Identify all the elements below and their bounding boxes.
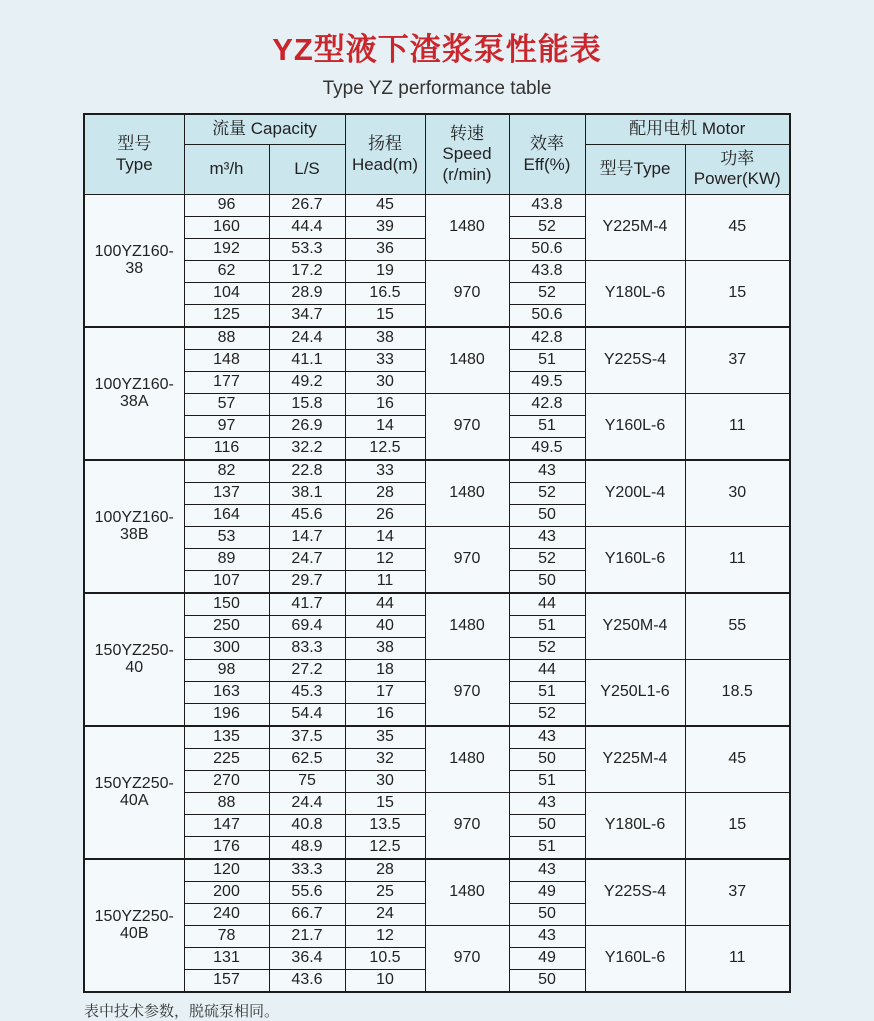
motor-type-cell: Y160L-6 [585, 394, 685, 461]
capacity-m3h-cell: 82 [184, 460, 269, 483]
head-cell: 39 [345, 217, 425, 239]
eff-cell: 42.8 [509, 327, 585, 350]
eff-cell: 42.8 [509, 394, 585, 416]
head-cell: 28 [345, 859, 425, 882]
capacity-m3h-cell: 177 [184, 372, 269, 394]
capacity-m3h-cell: 88 [184, 327, 269, 350]
header-speed-unit: (r/min) [442, 164, 492, 184]
head-cell: 12 [345, 549, 425, 571]
motor-type-cell: Y225S-4 [585, 859, 685, 926]
header-model-en: Type [115, 154, 153, 174]
header-motor-type: 型号Type [585, 144, 685, 194]
head-cell: 44 [345, 593, 425, 616]
capacity-ls-cell: 54.4 [269, 704, 345, 727]
eff-cell: 43 [509, 726, 585, 749]
speed-cell: 970 [425, 660, 509, 727]
capacity-m3h-cell: 240 [184, 904, 269, 926]
motor-power-cell: 37 [685, 859, 790, 926]
head-cell: 16.5 [345, 283, 425, 305]
motor-type-cell: Y180L-6 [585, 261, 685, 328]
header-head-en: Head(m) [351, 154, 419, 174]
capacity-m3h-cell: 104 [184, 283, 269, 305]
page-title: YZ型液下渣浆泵性能表 [272, 32, 602, 67]
capacity-m3h-cell: 97 [184, 416, 269, 438]
capacity-ls-cell: 36.4 [269, 948, 345, 970]
capacity-m3h-cell: 135 [184, 726, 269, 749]
head-cell: 10.5 [345, 948, 425, 970]
capacity-ls-cell: 24.4 [269, 793, 345, 815]
head-cell: 28 [345, 483, 425, 505]
performance-table [83, 113, 791, 993]
capacity-ls-cell: 69.4 [269, 616, 345, 638]
table-row [84, 660, 790, 682]
motor-power-cell: 45 [685, 726, 790, 793]
head-cell: 13.5 [345, 815, 425, 837]
head-cell: 12.5 [345, 837, 425, 860]
capacity-m3h-cell: 163 [184, 682, 269, 704]
head-cell: 14 [345, 416, 425, 438]
capacity-m3h-cell: 131 [184, 948, 269, 970]
eff-cell: 50 [509, 970, 585, 993]
footnote: 表中技术参数，脱硫泵相同。 [84, 1003, 280, 1021]
capacity-ls-cell: 28.9 [269, 283, 345, 305]
motor-type-cell: Y250M-4 [585, 593, 685, 660]
motor-type-cell: Y225S-4 [585, 327, 685, 394]
eff-cell: 50 [509, 815, 585, 837]
capacity-m3h-cell: 192 [184, 239, 269, 261]
head-cell: 19 [345, 261, 425, 283]
head-cell: 14 [345, 527, 425, 549]
table-row [84, 726, 790, 749]
capacity-ls-cell: 34.7 [269, 305, 345, 328]
capacity-m3h-cell: 270 [184, 771, 269, 793]
eff-cell: 43.8 [509, 261, 585, 283]
speed-cell: 970 [425, 261, 509, 328]
table-row [84, 527, 790, 549]
capacity-ls-cell: 14.7 [269, 527, 345, 549]
motor-type-cell: Y225M-4 [585, 195, 685, 261]
table-row [84, 261, 790, 283]
head-cell: 30 [345, 372, 425, 394]
motor-power-cell: 11 [685, 394, 790, 461]
capacity-m3h-cell: 200 [184, 882, 269, 904]
motor-power-cell: 11 [685, 926, 790, 993]
eff-cell: 52 [509, 217, 585, 239]
capacity-m3h-cell: 53 [184, 527, 269, 549]
header-head [345, 114, 425, 195]
head-cell: 15 [345, 793, 425, 815]
speed-cell: 970 [425, 926, 509, 993]
speed-cell: 970 [425, 527, 509, 594]
page-subtitle: Type YZ performance table [322, 78, 552, 99]
model-name-cell: 100YZ160-38B [84, 460, 184, 593]
head-cell: 17 [345, 682, 425, 704]
capacity-ls-cell: 29.7 [269, 571, 345, 594]
capacity-ls-cell: 45.6 [269, 505, 345, 527]
eff-cell: 52 [509, 704, 585, 727]
head-cell: 30 [345, 771, 425, 793]
capacity-ls-cell: 27.2 [269, 660, 345, 682]
table-row [84, 195, 790, 217]
capacity-m3h-cell: 120 [184, 859, 269, 882]
capacity-m3h-cell: 157 [184, 970, 269, 993]
capacity-m3h-cell: 125 [184, 305, 269, 328]
capacity-m3h-cell: 196 [184, 704, 269, 727]
capacity-ls-cell: 75 [269, 771, 345, 793]
table-row [84, 859, 790, 882]
motor-type-cell: Y225M-4 [585, 726, 685, 793]
eff-cell: 50 [509, 904, 585, 926]
capacity-m3h-cell: 96 [184, 195, 269, 217]
eff-cell: 52 [509, 283, 585, 305]
capacity-m3h-cell: 250 [184, 616, 269, 638]
capacity-ls-cell: 41.7 [269, 593, 345, 616]
motor-type-cell: Y250L1-6 [585, 660, 685, 727]
header-eff-en: Eff(%) [523, 154, 571, 174]
capacity-ls-cell: 33.3 [269, 859, 345, 882]
capacity-m3h-cell: 78 [184, 926, 269, 948]
head-cell: 16 [345, 704, 425, 727]
motor-type-cell: Y180L-6 [585, 793, 685, 860]
header-eff-zh: 效率 [530, 133, 564, 153]
head-cell: 38 [345, 327, 425, 350]
capacity-m3h-cell: 164 [184, 505, 269, 527]
speed-cell: 1480 [425, 593, 509, 660]
capacity-ls-cell: 32.2 [269, 438, 345, 461]
motor-power-cell: 15 [685, 793, 790, 860]
motor-type-cell: Y200L-4 [585, 460, 685, 527]
head-cell: 10 [345, 970, 425, 993]
header-eff [509, 114, 585, 195]
speed-cell: 1480 [425, 460, 509, 527]
motor-type-cell: Y160L-6 [585, 527, 685, 594]
header-capacity-ls: L/S [269, 144, 345, 194]
header-speed-en: Speed [442, 144, 492, 164]
eff-cell: 43 [509, 527, 585, 549]
motor-power-cell: 11 [685, 527, 790, 594]
head-cell: 33 [345, 460, 425, 483]
speed-cell: 1480 [425, 195, 509, 261]
model-name-cell: 100YZ160-38A [84, 327, 184, 460]
header-motor-power: 功率Power(KW) [685, 144, 790, 194]
eff-cell: 52 [509, 549, 585, 571]
header-capacity: 流量 Capacity [184, 114, 345, 144]
head-cell: 15 [345, 305, 425, 328]
capacity-ls-cell: 17.2 [269, 261, 345, 283]
eff-cell: 49 [509, 882, 585, 904]
table-row [84, 394, 790, 416]
eff-cell: 51 [509, 837, 585, 860]
head-cell: 24 [345, 904, 425, 926]
header-model-zh: 型号 [117, 133, 152, 153]
eff-cell: 43 [509, 793, 585, 815]
eff-cell: 51 [509, 416, 585, 438]
header-model [84, 114, 184, 195]
capacity-ls-cell: 15.8 [269, 394, 345, 416]
header-motor: 配用电机 Motor [585, 114, 790, 144]
capacity-m3h-cell: 137 [184, 483, 269, 505]
capacity-ls-cell: 24.4 [269, 327, 345, 350]
eff-cell: 49.5 [509, 438, 585, 461]
header-capacity-m3h: m³/h [184, 144, 269, 194]
eff-cell: 51 [509, 771, 585, 793]
eff-cell: 50 [509, 749, 585, 771]
capacity-m3h-cell: 225 [184, 749, 269, 771]
eff-cell: 44 [509, 593, 585, 616]
capacity-ls-cell: 66.7 [269, 904, 345, 926]
capacity-ls-cell: 48.9 [269, 837, 345, 860]
capacity-m3h-cell: 148 [184, 350, 269, 372]
capacity-m3h-cell: 62 [184, 261, 269, 283]
motor-power-cell: 37 [685, 327, 790, 394]
capacity-ls-cell: 53.3 [269, 239, 345, 261]
capacity-m3h-cell: 98 [184, 660, 269, 682]
capacity-m3h-cell: 89 [184, 549, 269, 571]
eff-cell: 50 [509, 571, 585, 594]
capacity-ls-cell: 44.4 [269, 217, 345, 239]
motor-power-cell: 30 [685, 460, 790, 527]
eff-cell: 52 [509, 638, 585, 660]
motor-power-cell: 45 [685, 195, 790, 261]
table-header [84, 114, 790, 195]
eff-cell: 51 [509, 616, 585, 638]
motor-power-cell: 55 [685, 593, 790, 660]
motor-power-cell: 15 [685, 261, 790, 328]
capacity-ls-cell: 22.8 [269, 460, 345, 483]
table-row [84, 793, 790, 815]
model-name-cell: 100YZ160-38 [84, 195, 184, 328]
eff-cell: 44 [509, 660, 585, 682]
head-cell: 11 [345, 571, 425, 594]
header-speed [425, 114, 509, 195]
eff-cell: 51 [509, 350, 585, 372]
capacity-ls-cell: 43.6 [269, 970, 345, 993]
speed-cell: 1480 [425, 726, 509, 793]
capacity-m3h-cell: 176 [184, 837, 269, 860]
eff-cell: 49.5 [509, 372, 585, 394]
speed-cell: 970 [425, 793, 509, 860]
eff-cell: 52 [509, 483, 585, 505]
capacity-ls-cell: 62.5 [269, 749, 345, 771]
head-cell: 12.5 [345, 438, 425, 461]
head-cell: 16 [345, 394, 425, 416]
header-speed-zh: 转速 [450, 123, 484, 143]
eff-cell: 51 [509, 682, 585, 704]
head-cell: 36 [345, 239, 425, 261]
capacity-m3h-cell: 300 [184, 638, 269, 660]
capacity-m3h-cell: 107 [184, 571, 269, 594]
speed-cell: 1480 [425, 327, 509, 394]
capacity-ls-cell: 55.6 [269, 882, 345, 904]
capacity-ls-cell: 24.7 [269, 549, 345, 571]
table-row [84, 593, 790, 616]
table-body [84, 195, 790, 993]
capacity-ls-cell: 45.3 [269, 682, 345, 704]
head-cell: 45 [345, 195, 425, 217]
model-name-cell: 150YZ250-40B [84, 859, 184, 992]
head-cell: 32 [345, 749, 425, 771]
capacity-m3h-cell: 88 [184, 793, 269, 815]
motor-power-cell: 18.5 [685, 660, 790, 727]
head-cell: 38 [345, 638, 425, 660]
eff-cell: 50.6 [509, 239, 585, 261]
head-cell: 35 [345, 726, 425, 749]
capacity-ls-cell: 26.9 [269, 416, 345, 438]
eff-cell: 43.8 [509, 195, 585, 217]
capacity-ls-cell: 49.2 [269, 372, 345, 394]
capacity-m3h-cell: 116 [184, 438, 269, 461]
capacity-ls-cell: 26.7 [269, 195, 345, 217]
capacity-ls-cell: 37.5 [269, 726, 345, 749]
capacity-ls-cell: 38.1 [269, 483, 345, 505]
table-row [84, 327, 790, 350]
table-row [84, 460, 790, 483]
header-head-zh: 扬程 [368, 133, 402, 153]
speed-cell: 970 [425, 394, 509, 461]
model-name-cell: 150YZ250-40 [84, 593, 184, 726]
head-cell: 40 [345, 616, 425, 638]
head-cell: 33 [345, 350, 425, 372]
motor-type-cell: Y160L-6 [585, 926, 685, 993]
eff-cell: 50 [509, 505, 585, 527]
capacity-m3h-cell: 57 [184, 394, 269, 416]
model-name-cell: 150YZ250-40A [84, 726, 184, 859]
eff-cell: 43 [509, 926, 585, 948]
capacity-ls-cell: 21.7 [269, 926, 345, 948]
head-cell: 18 [345, 660, 425, 682]
head-cell: 25 [345, 882, 425, 904]
eff-cell: 49 [509, 948, 585, 970]
capacity-m3h-cell: 160 [184, 217, 269, 239]
eff-cell: 43 [509, 859, 585, 882]
eff-cell: 50.6 [509, 305, 585, 328]
head-cell: 12 [345, 926, 425, 948]
eff-cell: 43 [509, 460, 585, 483]
capacity-m3h-cell: 150 [184, 593, 269, 616]
capacity-ls-cell: 83.3 [269, 638, 345, 660]
capacity-ls-cell: 40.8 [269, 815, 345, 837]
capacity-ls-cell: 41.1 [269, 350, 345, 372]
speed-cell: 1480 [425, 859, 509, 926]
head-cell: 26 [345, 505, 425, 527]
table-row [84, 926, 790, 948]
capacity-m3h-cell: 147 [184, 815, 269, 837]
